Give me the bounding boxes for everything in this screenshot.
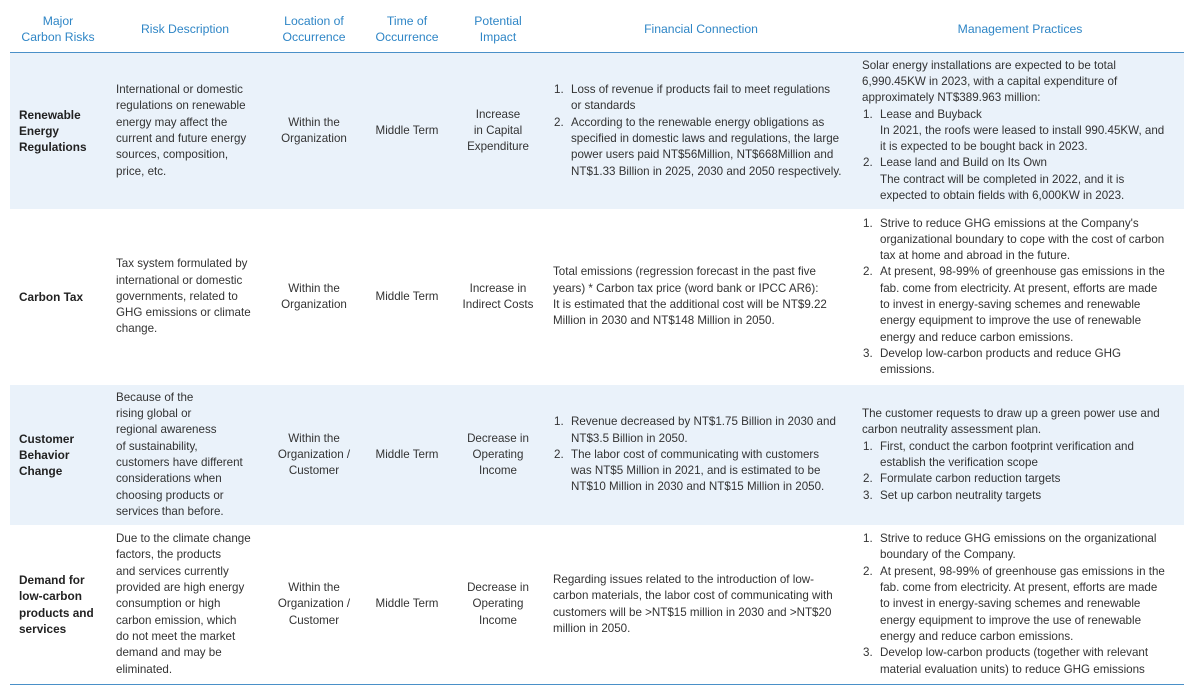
risk-description-cell-line: carbon emission, which	[116, 613, 237, 627]
list-item	[862, 346, 1182, 379]
risk-description-cell-text	[116, 531, 250, 678]
risk-description-cell	[106, 526, 254, 683]
list-item-line: At present, 98-99% of greenhouse gas emissions in the	[880, 265, 1165, 279]
risk-name-cell-line: low-carbon	[19, 589, 82, 604]
list-item-line: Strive to reduce GHG emissions at the Company's	[880, 216, 1139, 230]
header-location	[264, 6, 364, 52]
financial-cell	[553, 210, 849, 384]
list-item-line: NT$3.5 Billion in 2050.	[571, 431, 688, 445]
list-item	[862, 645, 1182, 678]
list-item	[862, 107, 1182, 156]
risk-name-cell-text	[19, 572, 106, 637]
risk-description-cell-line: consumption or high	[116, 597, 221, 611]
list-item	[553, 115, 849, 180]
management-cell-text	[862, 216, 1182, 379]
risk-description-cell-line: do not meet the market	[116, 629, 236, 643]
impact-cell-line: Income	[478, 613, 518, 627]
risk-description-cell-line: demand and may be	[116, 646, 222, 660]
location-cell-line: Organization	[281, 132, 347, 145]
header-line: Financial Connection	[644, 22, 758, 36]
list-item-line: it is expected to be bought back in 2023.	[880, 140, 1088, 154]
list-item-line: First, conduct the carbon footprint verification and	[880, 439, 1134, 453]
header-line: Occurrence	[375, 30, 439, 44]
impact-cell-line: Income	[478, 464, 518, 478]
location-cell-line: Organization	[281, 298, 347, 311]
financial-cell-text	[553, 572, 849, 637]
risk-description-cell-line: change.	[116, 322, 158, 336]
list-item-line: energy equipment to improve the use of renewable	[880, 314, 1142, 328]
header-impact	[450, 6, 546, 52]
risk-description-cell-line: energy may affect the	[116, 115, 228, 129]
time-cell	[364, 53, 450, 209]
management-cell	[862, 526, 1182, 683]
header-label	[10, 13, 106, 45]
risk-name-cell-line: Carbon Tax	[19, 289, 84, 304]
list-number: 2.	[863, 564, 873, 578]
list-item-line: At present, 98-99% of greenhouse gas emissions in the	[880, 564, 1165, 578]
financial-cell	[553, 53, 849, 209]
header-financial	[546, 6, 856, 52]
list-item-line: organizational boundary to cope with the cost of carbon	[880, 232, 1165, 246]
management-cell-text	[862, 531, 1182, 678]
list-item-line: expected to obtain fields with 6,000KW in 2023.	[880, 189, 1125, 203]
list-item-line: Loss of revenue if products fail to meet regulations	[571, 83, 831, 97]
management-cell-intro-line: approximately NT$389.963 million:	[862, 91, 1041, 105]
financial-cell-intro-line: million in 2050.	[553, 621, 631, 635]
risk-description-cell-line: of sustainability,	[116, 439, 198, 453]
management-cell	[862, 210, 1182, 384]
list-number: 3.	[863, 646, 873, 660]
header-label	[856, 21, 1184, 37]
list-item-line: was NT$5 Million in 2021, and is estimated to be	[571, 464, 821, 478]
list-number: 2.	[863, 265, 873, 279]
financial-cell-text	[553, 82, 849, 180]
risk-description-cell-line: GHG emissions or climate	[116, 306, 251, 320]
risk-name-cell-line: Demand for	[19, 572, 85, 587]
list-item	[553, 82, 849, 115]
list-item-line: Lease and Buyback	[880, 107, 982, 121]
risk-description-cell-line: customers have different	[116, 456, 243, 469]
location-cell-line: Customer	[288, 613, 340, 627]
list-item	[862, 155, 1182, 204]
header-line: Risk Description	[140, 22, 230, 36]
financial-cell	[553, 526, 849, 683]
risk-description-cell-text	[116, 82, 250, 180]
list-item-line: NT$10 Million in 2030 and NT$15 Million in 2050.	[571, 480, 825, 494]
list-item	[862, 439, 1182, 472]
list-item-line: fab. come from electricity. At present, efforts are made	[880, 581, 1158, 595]
impact-cell	[450, 53, 546, 209]
risk-description-cell-line: Tax system formulated by	[116, 257, 248, 271]
time-cell	[364, 385, 450, 525]
time-cell-text	[364, 596, 450, 612]
risk-description-cell-line: price, etc.	[116, 164, 167, 178]
list-item	[862, 564, 1182, 645]
list-item-line: According to the renewable energy obligations as	[571, 115, 825, 129]
list-number: 2.	[863, 472, 873, 486]
location-cell-line: Within the	[288, 281, 340, 295]
list-item-line: NT$1.33 Billion in 2025, 2030 and 2050 respectively.	[571, 164, 842, 178]
location-cell-text	[264, 115, 364, 148]
location-cell-text	[264, 281, 364, 314]
risk-description-cell-line: provided are high energy	[116, 581, 245, 595]
impact-cell-text	[450, 281, 546, 314]
table-row	[10, 526, 1184, 683]
impact-cell-line: Decrease in	[467, 581, 529, 595]
list-number: 2.	[554, 447, 564, 461]
risk-name-cell-text	[19, 107, 106, 156]
list-number: 1.	[554, 415, 564, 429]
risk-name-cell	[10, 385, 106, 525]
impact-cell	[450, 385, 546, 525]
time-cell-text	[364, 289, 450, 305]
numbered-list	[862, 439, 1182, 504]
list-item-line: power users paid NT$56Million, NT$668Million and	[571, 148, 834, 162]
header-line: Major	[42, 14, 74, 28]
list-item	[862, 531, 1182, 564]
impact-cell-line: Increase in	[469, 281, 527, 295]
list-item-line: emissions.	[880, 363, 935, 377]
table-row	[10, 53, 1184, 209]
list-number: 1.	[863, 216, 873, 230]
header-line: Carbon Risks	[21, 30, 95, 44]
location-cell-line: Within the	[288, 581, 340, 595]
location-cell-line: Organization /	[277, 447, 351, 461]
list-item-line: energy equipment to improve the use of renewable	[880, 613, 1142, 627]
risk-name-cell	[10, 526, 106, 683]
list-item-line: tax at home and abroad in the future.	[880, 249, 1071, 263]
risk-description-cell	[106, 53, 254, 209]
location-cell	[264, 210, 364, 384]
table-row	[10, 210, 1184, 384]
list-number: 1.	[863, 439, 873, 453]
list-item	[862, 216, 1182, 265]
financial-cell-intro-line: Total emissions (regression forecast in the past five	[553, 265, 816, 279]
risk-name-cell	[10, 210, 106, 384]
list-item-line: energy and reduce carbon emissions.	[880, 330, 1074, 344]
financial-cell-intro-line: customers will be >NT$15 million in 2030 and >NT$20	[553, 605, 832, 619]
risk-name-cell-line: Renewable	[19, 107, 81, 122]
numbered-list	[862, 531, 1182, 678]
management-cell-intro-line: The customer requests to draw up a green power use and	[862, 407, 1160, 421]
list-number: 2.	[554, 115, 564, 129]
risk-description-cell-line: considerations when	[116, 472, 222, 486]
risk-name-cell-text	[19, 431, 106, 480]
management-cell-intro-line: Solar energy installations are expected to be total	[862, 58, 1116, 72]
list-item-line: or standards	[571, 99, 636, 113]
list-item-line: Develop low-carbon products (together with relevant	[880, 646, 1149, 660]
list-item-line: specified in domestic laws and regulations, the large	[571, 132, 840, 145]
list-number: 2.	[863, 156, 873, 170]
impact-cell-line: Expenditure	[467, 140, 529, 154]
impact-cell-line: Indirect Costs	[462, 298, 534, 311]
risk-name-cell-line: Customer	[19, 431, 75, 446]
list-item-line: Lease land and Build on Its Own	[880, 156, 1047, 170]
risk-description-cell-line: eliminated.	[116, 662, 173, 676]
list-item-line: The labor cost of communicating with customers	[571, 447, 820, 461]
numbered-list	[862, 107, 1182, 205]
risk-name-cell	[10, 53, 106, 209]
risk-name-cell-line: products and	[19, 605, 94, 620]
risk-name-cell-line: Change	[19, 464, 63, 479]
risk-description-cell-line: rising global or	[116, 407, 192, 421]
list-item-line: Set up carbon neutrality targets	[880, 488, 1042, 502]
time-cell-text	[364, 447, 450, 463]
list-item	[862, 488, 1182, 504]
financial-cell-text	[553, 264, 849, 329]
risk-description-cell-line: current and future energy	[116, 132, 247, 145]
location-cell-line: Within the	[288, 115, 340, 129]
header-label	[364, 13, 450, 45]
impact-cell-line: Operating	[472, 447, 524, 461]
impact-cell-line: Increase	[475, 107, 521, 121]
management-cell-text	[862, 406, 1182, 504]
header-line: Time of	[386, 14, 428, 28]
impact-cell-line: Decrease in	[467, 431, 529, 445]
risk-description-cell-line: factors, the products	[116, 548, 222, 562]
financial-cell-text	[553, 414, 849, 495]
list-item	[553, 447, 849, 496]
list-item-line: fab. come from electricity. At present, efforts are made	[880, 281, 1158, 295]
impact-cell-text	[450, 580, 546, 629]
impact-cell	[450, 526, 546, 683]
risk-name-cell-line: services	[19, 621, 67, 636]
risk-description-cell-line: sources, composition,	[116, 148, 229, 162]
header-management	[856, 6, 1184, 52]
list-item-line: The contract will be completed in 2022, and it is	[880, 172, 1125, 186]
risk-description-cell-line: choosing products or	[116, 488, 224, 502]
time-cell	[364, 526, 450, 683]
list-item-line: to invest in energy-saving schemes and renewable	[880, 597, 1141, 611]
management-cell-text	[862, 58, 1182, 205]
risk-description-cell-line: services than before.	[116, 504, 224, 518]
location-cell-text	[264, 431, 364, 480]
list-item	[862, 264, 1182, 345]
header-line: Impact	[479, 30, 517, 44]
header-label	[450, 13, 546, 45]
location-cell-line: Within the	[288, 431, 340, 445]
risk-description-cell	[106, 385, 254, 525]
table-header	[10, 6, 1184, 53]
list-item-line: Formulate carbon reduction targets	[880, 472, 1061, 486]
list-item-line: establish the verification scope	[880, 456, 1038, 469]
risk-description-cell-line: Because of the	[116, 390, 194, 404]
list-item	[553, 414, 849, 447]
time-cell-line: Middle Term	[375, 597, 439, 611]
numbered-list	[862, 216, 1182, 379]
time-cell-line: Middle Term	[375, 123, 439, 137]
list-item-line: Develop low-carbon products and reduce GHG	[880, 346, 1122, 360]
risk-description-cell-line: and services currently	[116, 564, 229, 578]
list-number: 1.	[554, 83, 564, 97]
list-item-line: boundary of the Company.	[880, 548, 1016, 562]
financial-cell-intro-line: carbon materials, the labor cost of communicating with	[553, 589, 833, 603]
management-cell	[862, 53, 1182, 209]
risk-description-cell-line: international or domestic	[116, 273, 243, 287]
financial-cell-intro-line: Million in 2030 and NT$148 Million in 2050.	[553, 314, 775, 328]
header-label	[106, 21, 264, 37]
list-number: 1.	[863, 532, 873, 546]
list-item-line: Strive to reduce GHG emissions on the organizational	[880, 532, 1157, 546]
impact-cell-line: in Capital	[473, 123, 523, 137]
header-description	[106, 6, 264, 52]
numbered-list	[553, 414, 849, 495]
impact-cell	[450, 210, 546, 384]
impact-cell-text	[450, 107, 546, 156]
header-line: Location of	[284, 14, 344, 28]
time-cell-line: Middle Term	[375, 447, 439, 461]
header-line: Management Practices	[957, 22, 1083, 36]
location-cell	[264, 385, 364, 525]
risk-name-cell-text	[19, 289, 106, 305]
table-row	[10, 385, 1184, 525]
list-item-line: energy and reduce carbon emissions.	[880, 629, 1074, 643]
risk-description-cell-line: regulations on renewable	[116, 99, 246, 113]
header-risk	[10, 6, 106, 52]
header-time	[364, 6, 450, 52]
time-cell-text	[364, 123, 450, 139]
management-cell-intro-line: carbon neutrality assessment plan.	[862, 423, 1042, 437]
management-cell	[862, 385, 1182, 525]
time-cell-line: Middle Term	[375, 289, 439, 303]
risk-name-cell-line: Energy	[19, 123, 59, 138]
impact-cell-line: Operating	[472, 597, 524, 611]
risk-description-cell	[106, 210, 254, 384]
management-cell-intro-line: 6,990.45KW in 2023, with a capital expenditure of	[862, 74, 1118, 88]
bottom-rule	[10, 684, 1184, 685]
risk-description-cell-text	[116, 390, 250, 520]
location-cell-text	[264, 580, 364, 629]
list-number: 3.	[863, 346, 873, 360]
risk-name-cell-line: Regulations	[19, 140, 87, 155]
risk-description-cell-line: governments, related to	[116, 289, 238, 303]
list-number: 1.	[863, 107, 873, 121]
numbered-list	[553, 82, 849, 180]
list-number: 3.	[863, 488, 873, 502]
header-label	[546, 21, 856, 37]
risk-description-cell-text	[116, 256, 250, 337]
risk-description-cell-line: Due to the climate change	[116, 532, 251, 546]
list-item-line: Revenue decreased by NT$1.75 Billion in 2030 and	[571, 415, 836, 429]
header-line: Occurrence	[282, 30, 346, 44]
header-label	[264, 13, 364, 45]
list-item	[862, 471, 1182, 487]
location-cell	[264, 526, 364, 683]
location-cell-line: Customer	[288, 464, 340, 478]
financial-cell-intro-line: It is estimated that the additional cost will be NT$9.22	[553, 298, 827, 311]
time-cell	[364, 210, 450, 384]
header-line: Potential	[474, 14, 522, 28]
financial-cell-intro-line: years) * Carbon tax price (word bank or IPCC AR6):	[553, 281, 819, 295]
risk-name-cell-line: Behavior	[19, 447, 70, 462]
location-cell-line: Organization /	[277, 597, 351, 611]
financial-cell	[553, 385, 849, 525]
financial-cell-intro-line: Regarding issues related to the introduction of low-	[553, 572, 815, 586]
impact-cell-text	[450, 431, 546, 480]
list-item-line: In 2021, the roofs were leased to install 990.45KW, and	[880, 123, 1165, 137]
location-cell	[264, 53, 364, 209]
risk-description-cell-line: International or domestic	[116, 83, 243, 97]
list-item-line: material evaluation units) to reduce GHG emissions	[880, 662, 1145, 676]
list-item-line: to invest in energy-saving schemes and renewable	[880, 298, 1141, 311]
risk-description-cell-line: regional awareness	[116, 423, 217, 437]
